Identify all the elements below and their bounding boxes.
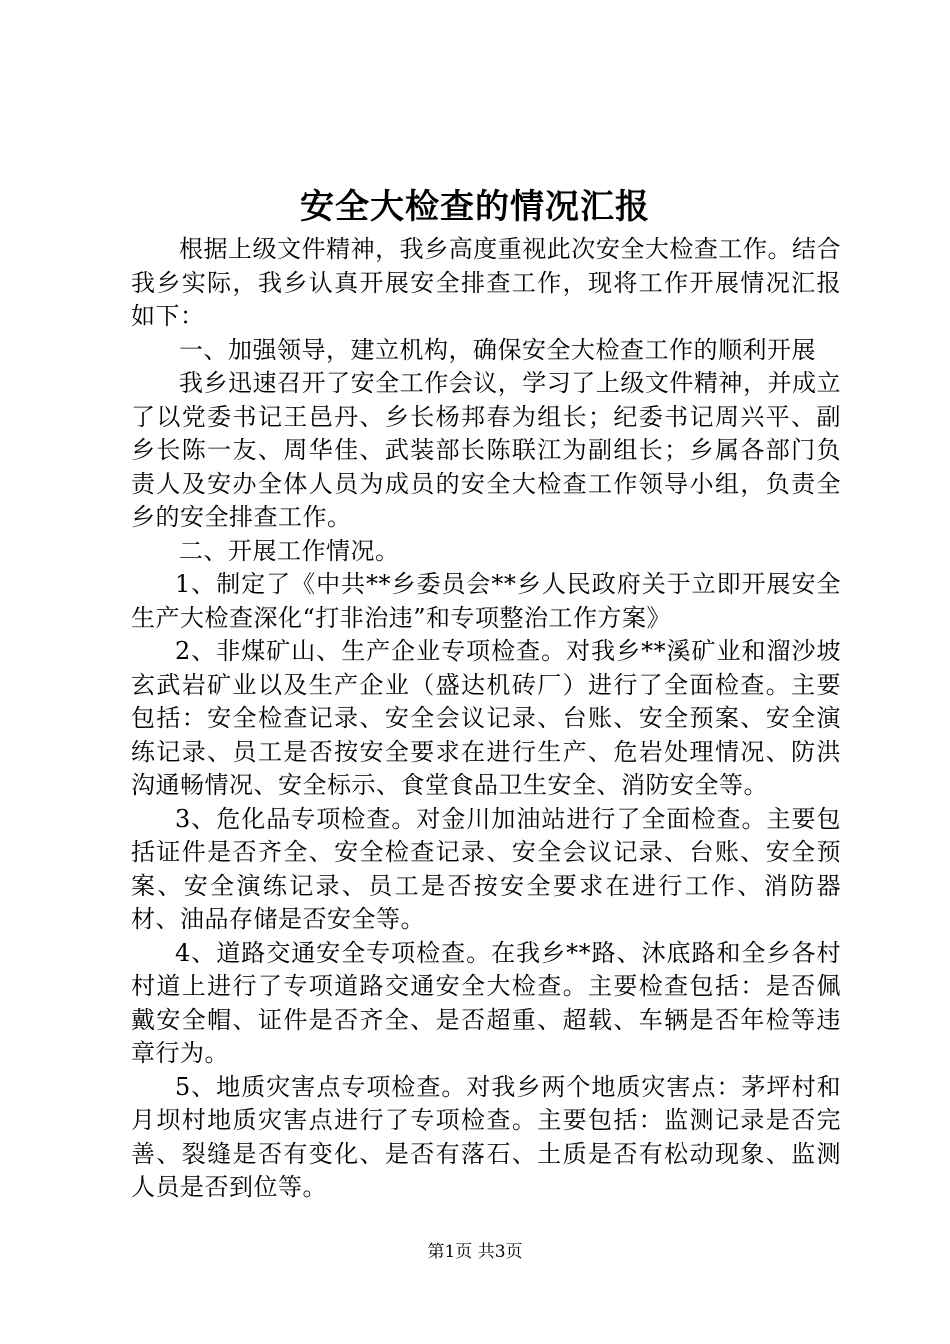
list-item-3: 3、危化品专项检查。对金川加油站进行了全面检查。主要包括证件是否齐全、安全检查记录、安全会议记录、台账、安全预案、安全演练记录、员工是否按安全要求在进行工作、消防器材、油品存储是否安全等。 bbox=[131, 804, 841, 933]
page-number-footer: 第1页 共3页 bbox=[427, 1242, 523, 1262]
document-title: 安全大检查的情况汇报 bbox=[300, 187, 650, 227]
document-body bbox=[131, 233, 841, 1205]
section-heading-1: 一、加强领导，建立机构，确保安全大检查工作的顺利开展 bbox=[179, 335, 816, 364]
section-heading-2: 二、开展工作情况。 bbox=[179, 536, 400, 565]
paragraph-intro: 根据上级文件精神，我乡高度重视此次安全大检查工作。结合我乡实际，我乡认真开展安全排查工作，现将工作开展情况汇报如下： bbox=[131, 235, 841, 330]
list-item-1: 1、制定了《中共**乡委员会**乡人民政府关于立即开展安全生产大检查深化“打非治违”和专项整治工作方案》 bbox=[131, 570, 841, 632]
list-item-2: 2、非煤矿山、生产企业专项检查。对我乡**溪矿业和溜沙坡玄武岩矿业以及生产企业（盛达机砖厂）进行了全面检查。主要包括：安全检查记录、安全会议记录、台账、安全预案、安全演练记录、员工是否按安全要求在进行生产、危岩处理情况、防洪沟通畅情况、安全标示、食堂食品卫生安全、消防安全等。 bbox=[131, 637, 841, 799]
paragraph-leadership: 我乡迅速召开了安全工作会议，学习了上级文件精神，并成立了以党委书记王邑丹、乡长杨邦春为组长；纪委书记周兴平、副乡长陈一友、周华佳、武装部长陈联江为副组长；乡属各部门负责人及安办全体人员为成员的安全大检查工作领导小组，负责全乡的安全排查工作。 bbox=[131, 369, 841, 531]
list-item-4: 4、道路交通安全专项检查。在我乡**路、沐底路和全乡各村村道上进行了专项道路交通安全大检查。主要检查包括：是否佩戴安全帽、证件是否齐全、是否超重、超载、车辆是否年检等违章行为。 bbox=[131, 938, 841, 1067]
list-item-5: 5、地质灾害点专项检查。对我乡两个地质灾害点：茅坪村和月坝村地质灾害点进行了专项检查。主要包括：监测记录是否完善、裂缝是否有变化、是否有落石、土质是否有松动现象、监测人员是否到位等。 bbox=[131, 1072, 841, 1201]
